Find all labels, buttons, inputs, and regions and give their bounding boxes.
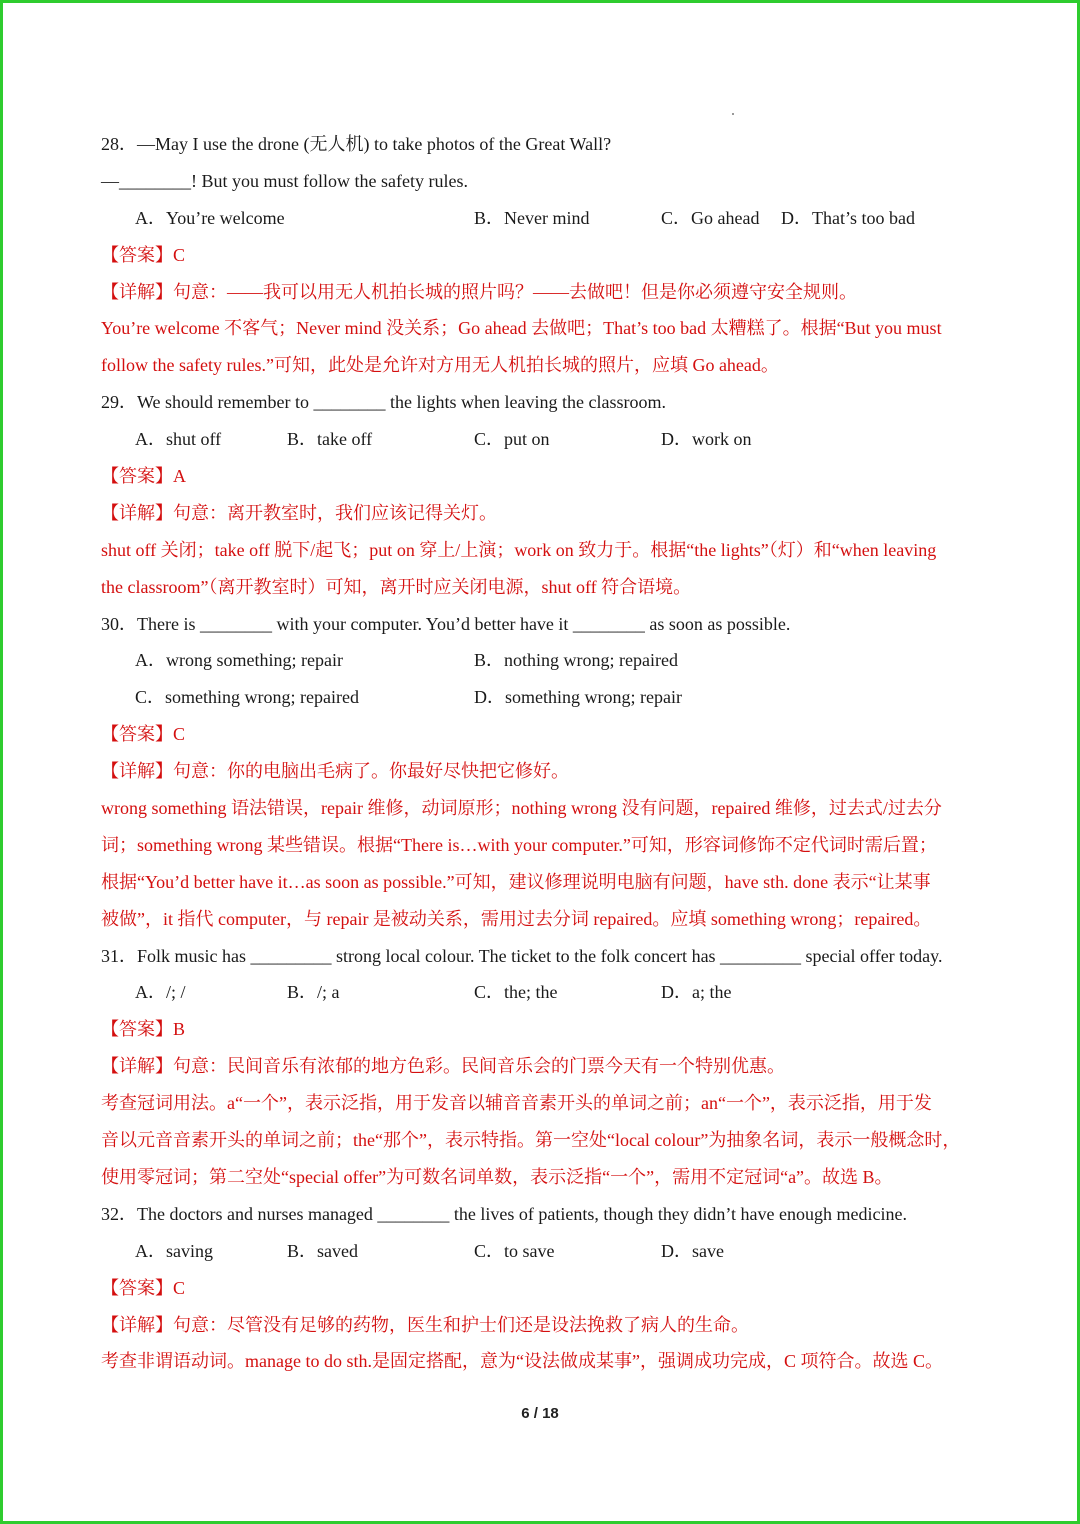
question-31-explanation: 考查冠词用法。a“一个”，表示泛指，用于发音以辅音音素开头的单词之前；an“一个”，表示泛指，用于发: [101, 1093, 932, 1114]
question-28-stem: 28．—May I use the drone (无人机) to take photos of the Great Wall?: [101, 134, 612, 154]
question-31-stem: 31．Folk music has _________ strong local colour. The ticket to the folk concert has _________ special offer today.: [101, 945, 943, 966]
page-number: 6 / 18: [521, 1405, 559, 1422]
question-30-stem: 30．There is ________ with your computer. You’d better have it ________ as soon as possible.: [101, 613, 791, 634]
question-32-explanation: 考查非谓语动词。manage to do sth.是固定搭配，意为“设法做成某事”，强调成功完成，C 项符合。故选 C。: [101, 1351, 943, 1372]
question-30-option: A．wrong something; repair: [135, 650, 343, 671]
question-28-stem: —________! But you must follow the safety rules.: [101, 170, 468, 191]
question-29-answer: 【答案】A: [101, 466, 186, 487]
question-28-explanation: You’re welcome 不客气；Never mind 没关系；Go ahead 去做吧；That’s too bad 太糟糕了。根据“But you must: [101, 318, 942, 339]
question-30-option: B．nothing wrong; repaired: [474, 650, 678, 671]
question-30-options-row: [101, 679, 981, 716]
question-32-option: A．saving: [135, 1240, 213, 1261]
question-28-option: C．Go ahead: [661, 207, 760, 228]
question-31-option: B．/; a: [287, 982, 340, 1003]
question-30-option: C．something wrong; repaired: [135, 687, 359, 708]
question-29-option: B．take off: [287, 429, 373, 450]
question-31-explanation: 使用零冠词；第二空处“special offer”为可数名词单数，表示泛指“一个”，需用不定冠词“a”。故选 B。: [101, 1166, 893, 1187]
question-30-explanation: 根据“You’d better have it…as soon as possible.”可知，建议修理说明电脑有问题，have sth. done 表示“让某事: [101, 871, 931, 892]
question-30-answer: 【答案】C: [101, 724, 186, 745]
question-29-option: C．put on: [474, 429, 550, 450]
question-29-explanation: 【详解】句意：离开教室时，我们应该记得关灯。: [101, 502, 497, 523]
question-28-explanation: follow the safety rules.”可知，此处是允许对方用无人机拍长城的照片，应填 Go ahead。: [101, 355, 779, 376]
question-29-option: A．shut off: [135, 429, 222, 450]
question-31-option: C．the; the: [474, 982, 558, 1003]
question-32-stem: 32．The doctors and nurses managed ________ the lives of patients, though they didn’t have enough medicine.: [101, 1203, 907, 1224]
question-28-option: A．You’re welcome: [135, 207, 285, 228]
question-28-answer: 【答案】C: [101, 244, 186, 265]
question-29-options-row: [101, 421, 981, 458]
question-31-option: D．a; the: [661, 982, 732, 1003]
question-31-explanation: 音以元音音素开头的单词之前；the“那个”，表示特指。第一空处“local colour”为抽象名词，表示一般概念时，: [101, 1130, 961, 1151]
question-32-answer: 【答案】C: [101, 1277, 186, 1298]
question-32-options-row: [101, 1233, 981, 1270]
question-32-option: B．saved: [287, 1240, 358, 1261]
question-31-answer: 【答案】B: [101, 1019, 186, 1040]
question-29-option: D．work on: [661, 429, 752, 450]
question-29-stem: 29．We should remember to ________ the lights when leaving the classroom.: [101, 392, 666, 413]
question-29-explanation: shut off 关闭；take off 脱下/起飞；put on 穿上/上演；work on 致力于。根据“the lights”（灯）和“when leaving: [101, 539, 937, 560]
question-31-option: A．/; /: [135, 982, 186, 1003]
question-28-explanation: 【详解】句意：——我可以用无人机拍长城的照片吗？——去做吧！但是你必须遵守安全规则。: [101, 281, 857, 302]
exam-page: [101, 126, 981, 1380]
question-30-options-row: [101, 642, 981, 679]
question-30-explanation: 【详解】句意：你的电脑出毛病了。你最好尽快把它修好。: [101, 761, 569, 782]
question-30-explanation: 词；something wrong 某些错误。根据“There is…with your computer.”可知，形容词修饰不定代词时需后置；: [101, 834, 937, 855]
scan-speck: [732, 113, 734, 115]
question-28-options-row: [101, 200, 981, 237]
question-28-option: D．That’s too bad: [781, 207, 915, 228]
question-32-explanation: 【详解】句意：尽管没有足够的药物，医生和护士们还是设法挽救了病人的生命。: [101, 1314, 749, 1335]
question-32-option: D．save: [661, 1240, 724, 1261]
question-30-option: D．something wrong; repair: [474, 687, 682, 708]
question-30-explanation: wrong something 语法错误，repair 维修，动词原形；nothing wrong 没有问题，repaired 维修，过去式/过去分: [101, 798, 942, 819]
question-29-explanation: the classroom”（离开教室时）可知，离开时应关闭电源，shut off 符合语境。: [101, 576, 692, 597]
question-31-explanation: 【详解】句意：民间音乐有浓郁的地方色彩。民间音乐会的门票今天有一个特别优惠。: [101, 1056, 785, 1077]
question-30-explanation: 被做”，it 指代 computer，与 repair 是被动关系，需用过去分词 repaired。应填 something wrong；repaired。: [101, 908, 932, 929]
question-32-option: C．to save: [474, 1240, 555, 1261]
question-28-option: B．Never mind: [474, 207, 590, 228]
question-31-options-row: [101, 974, 981, 1011]
